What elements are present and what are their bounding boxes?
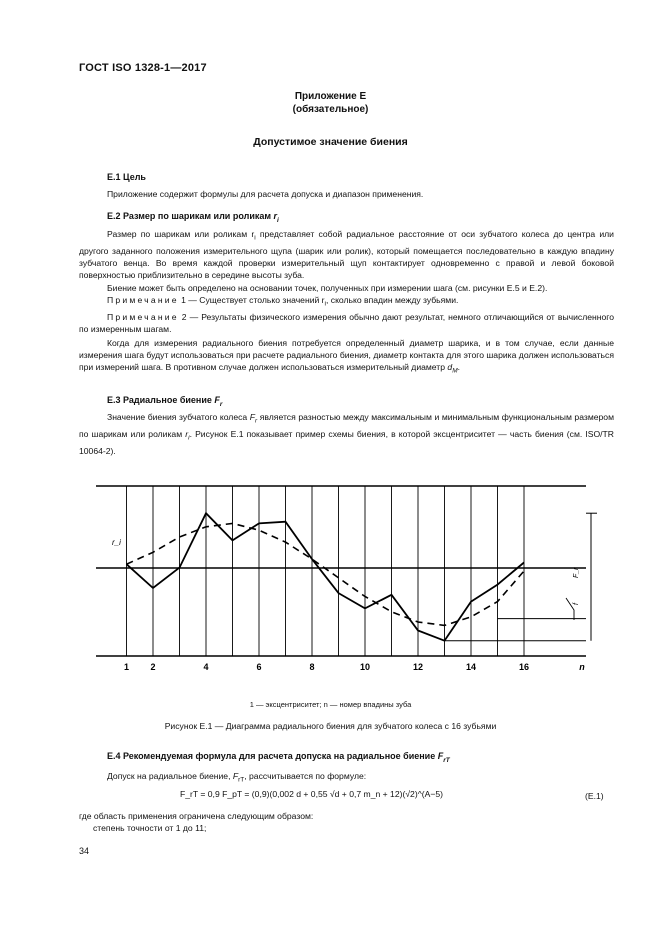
annotation-ri: r_i (112, 538, 121, 547)
x-tick-label: 10 (359, 662, 371, 672)
section-e4-intro: Допуск на радиальное биение, $F_{rT}$, рассчитывается по формуле: (107, 771, 367, 784)
x-tick-label: 12 (412, 662, 424, 672)
figure-caption: Рисунок Е.1 — Диаграмма радиального биения для зубчатого колеса с 16 зубьями (164, 721, 497, 731)
section-e4-heading: Е.4 Рекомендуемая формула для расчета допуска на радиальное биение $F_{rT}$ (107, 751, 450, 764)
x-tick-label: 2 (150, 662, 156, 672)
section-e2-body (79, 228, 614, 335)
section-e3-body: Значение биения зубчатого колеса $F_r$ является разностью между максимальным и минимальным функциональным размером по шарикам или роликам $r_i$. Рисунок Е.1 показывает пример схемы биения, в которой эксцентриситет — часть биения (см. ISO/TR 10064-2). (79, 412, 615, 456)
scope-text: где область применения ограничена следующим образом: (79, 811, 314, 821)
x-tick-label: 1 (123, 662, 130, 672)
annotation-f: f (573, 603, 580, 605)
series-ri-line (127, 513, 525, 641)
e2-paragraph-1: Размер по шарикам или роликам $r_i$ представляет собой радиальное расстояние от оси зубчатого колеса до центра или другого заданного положения измерительного щупа (шарик или ролик), который помещается последовательно в каждую впадину зубчатого венца. Во время каждой проверки измерительный щуп контактирует одновременно с правой и левой боковой поверхностью приблизительно в середине высоты зуба. (79, 229, 614, 281)
annotation-fr: F_r (573, 567, 580, 578)
x-tick-label: 4 (203, 662, 209, 672)
equation-number: (Е.1) (585, 791, 604, 801)
annex-status: (обязательное) (292, 104, 369, 115)
section-e3-heading: Е.3 Радиальное биение $F_r$ (107, 395, 223, 408)
runout-diagram (0, 470, 661, 700)
section-e2-heading: Е.2 Размер по шарикам или роликам $r_i$ (107, 211, 279, 224)
x-tick-label: 6 (256, 662, 262, 672)
section-e1-text: Приложение содержит формулы для расчета допуска и диапазон применения. (107, 189, 424, 199)
e2-note-1: Примечание 1 — Существует столько значений $r_i$, сколько впадин между зубьями. (107, 294, 459, 308)
x-axis-label: n (579, 662, 585, 672)
x-tick-label: 16 (518, 662, 530, 672)
chart-series (126, 513, 524, 641)
annex-heading: Допустимое значение биения (253, 136, 408, 148)
e2-paragraph-3: Когда для измерения радиального биения потребуется определенный диаметр шарика, и в том случае, если данные измерения шага будут использоваться при расчете радиального биения, диаметр контакта для этого шарика должен использоваться при измерений шага. В противном случае должен использоваться измерительный диаметр $d_M$. (79, 338, 614, 376)
annex-title: Приложение Е (294, 91, 367, 102)
e2-paragraph-2: Биение может быть определено на основании точек, полученных при измерении шага (см. рисунки Е.5 и Е.2). (107, 282, 548, 293)
formula-e1: F_rT = 0,9 F_pT = (0,9)(0,002 d + 0,55 √d + 0,7 m_n + 12)(√2)^(A−5) (180, 789, 443, 799)
page-number: 34 (79, 846, 90, 856)
scope-item: степень точности от 1 до 11; (93, 823, 207, 833)
chart-tick-labels (124, 662, 585, 672)
x-tick-label: 14 (465, 662, 477, 672)
e2-note-2: Примечание 2 — Результаты физического измерения обычно дают результат, немного отличающийся от вычисленного по измеренным шагам. (79, 311, 614, 334)
annotation-leader (566, 598, 574, 620)
x-tick-label: 8 (309, 662, 315, 672)
figure-legend: 1 — эксцентриситет; n — номер впадины зуба (249, 700, 412, 709)
document-header: ГОСТ ISO 1328-1—2017 (79, 62, 207, 74)
section-e1-heading: Е.1 Цель (107, 172, 146, 182)
